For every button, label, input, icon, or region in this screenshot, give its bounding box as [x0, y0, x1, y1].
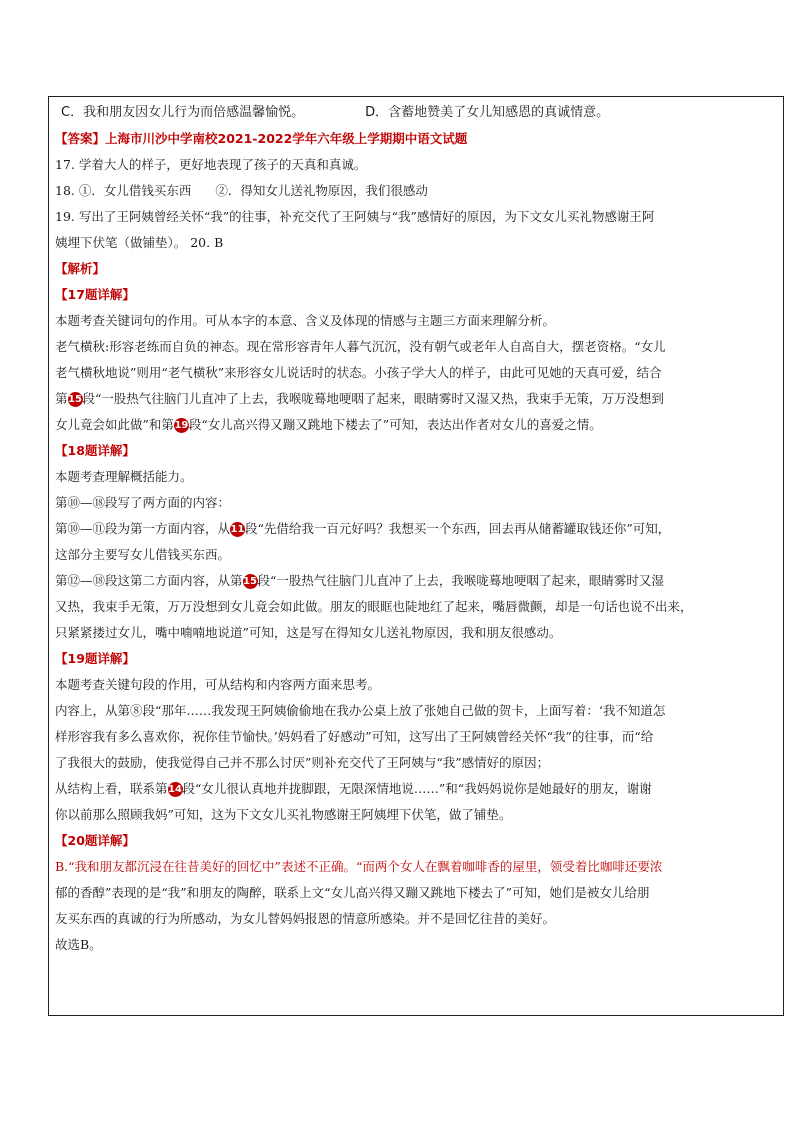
- q18-line-3-end: 段“先借给我一百元好吗？我想买一个东西，回去再从储蓄罐取钱还你”可知，: [245, 521, 671, 536]
- q18-line-3-start: 第⑩—⑪段为第一方面内容，从: [55, 521, 231, 536]
- q17-line-4-start: 第: [55, 391, 68, 406]
- q17-line-1: 本题考查关键词句的作用。可从本字的本意、含义及体现的情感与主题三方面来理解分析。: [55, 313, 556, 328]
- q18-line-2: 第⑩—⑱段写了两方面的内容：: [55, 495, 231, 510]
- q17-line-5-end: 段“女儿高兴得又蹦又跳地下楼去了”可知，表达出作者对女儿的喜爱之情。: [188, 417, 602, 432]
- q19-line-6: 你以前那么照顾我妈”可知，这为下文女儿买礼物感谢王阿姨埋下伏笔，做了铺垫。: [55, 807, 512, 822]
- answer-content: [55, 100, 775, 958]
- q20-line-1: B.“我和朋友都沉浸在往昔美好的回忆中”表述不正确。“而两个女人在飘着咖啡香的屋里，领受着比咖啡还要浓: [55, 859, 663, 874]
- q19-line-1: 本题考查关键句段的作用，可从结构和内容两方面来思考。: [55, 677, 381, 692]
- option-c: C．我和朋友因女儿行为而倍感温馨愉悦。: [61, 105, 305, 120]
- q19-line-5-start: 从结构上看，联系第: [55, 781, 168, 796]
- q17-line-4-end: 段“一股热气往脑门儿直冲了上去，我喉咙蓦地哽咽了起来，眼睛雾时又湿又热，我束手无策，万万没想到: [82, 391, 664, 406]
- circled-number: 15: [243, 576, 257, 587]
- circled-number: 11: [230, 524, 245, 535]
- q18-line-4: 这部分主要写女儿借钱买东西。: [55, 547, 231, 562]
- q20-line-4: 故选B。: [55, 937, 102, 952]
- circled-number: 14: [168, 784, 182, 795]
- analysis-heading: 【解析】: [55, 261, 106, 276]
- answer-19-line-1: 19. 写出了王阿姨曾经关怀“我”的往事，补充交代了王阿姨与“我”感情好的原因，为下文女儿买礼物感谢王阿: [55, 209, 655, 224]
- answer-source: 上海市川沙中学南校2021-2022学年六年级上学期期中语文试题: [105, 131, 468, 146]
- q19-line-3: 样形容我有多么喜欢你，祝你佳节愉快。’妈妈看了好感动”可知，这写出了王阿姨曾经关怀“我”的往事，而“给: [55, 729, 654, 744]
- answer-18-part-a: 18. ①．女儿借钱买东西: [55, 183, 192, 198]
- q17-line-5: [55, 412, 775, 438]
- options-row: [55, 100, 775, 126]
- q20-line-3: 友买东西的真诚的行为所感动，为女儿替妈妈报恩的情意所感染。并不是回忆往昔的美好。: [55, 911, 556, 926]
- answer-18-part-b: ②．得知女儿送礼物原因，我们很感动: [215, 183, 428, 198]
- q19-heading: 【19题详解】: [55, 651, 135, 666]
- answer-19-line-2: 姨埋下伏笔（做铺垫）。 20. B: [55, 235, 224, 250]
- q19-line-4: 了我很大的鼓励，使我觉得自己并不那么讨厌”则补充交代了王阿姨与“我”感情好的原因；: [55, 755, 550, 770]
- q20-line-2: 郁的香醇”表现的是“我”和朋友的陶醉，联系上文“女儿高兴得又蹦又跳地下楼去了”可知，她们是被女儿给朋: [55, 885, 650, 900]
- q19-line-2: 内容上，从第⑧段“那年……我发现王阿姨偷偷地在我办公桌上放了张她自己做的贺卡，上面写着：‘我不知道怎: [55, 703, 666, 718]
- q17-line-3: 老气横秋地说”则用“老气横秋”来形容女儿说话时的状态。小孩子学大人的样子，由此可见她的天真可爱，结合: [55, 365, 662, 380]
- circled-number: 19: [174, 420, 189, 431]
- q18-line-1: 本题考查理解概括能力。: [55, 469, 193, 484]
- q19-line-5-end: 段“女儿很认真地并拢脚跟，无限深情地说……”和“我妈妈说你是她最好的朋友，谢谢: [182, 781, 652, 796]
- answer-header: [55, 126, 775, 152]
- q18-line-6: 又热，我束手无策，万万没想到女儿竟会如此做。朋友的眼眶也陡地红了起来，嘴唇微颤，却是一句话也说不出来，: [55, 599, 693, 614]
- q18-line-5: [55, 568, 775, 594]
- q17-line-4: [55, 386, 775, 412]
- q17-line-2: 老气横秋:形容老练而自负的神态。现在常形容青年人暮气沉沉，没有朝气或老年人自高自大，摆老资格。“女儿: [55, 339, 666, 354]
- q18-line-7: 只紧紧搂过女儿，嘴中喃喃地说道”可知，这是写在得知女儿送礼物原因，我和朋友很感动。: [55, 625, 562, 640]
- q18-line-5-start: 第⑫—⑱段这第二方面内容，从第: [55, 573, 243, 588]
- answer-17: 17. 学着大人的样子，更好地表现了孩子的天真和真诚。: [55, 157, 367, 172]
- answer-18: [55, 178, 775, 204]
- q20-heading: 【20题详解】: [55, 833, 135, 848]
- circled-number: 15: [68, 394, 82, 405]
- q17-line-5-start: 女儿竟会如此做”和第: [55, 417, 174, 432]
- q17-heading: 【17题详解】: [55, 287, 135, 302]
- option-d: D．含蓄地赞美了女儿知感恩的真诚情意。: [365, 105, 610, 120]
- q18-line-3: [55, 516, 775, 542]
- answer-tag: 【答案】: [55, 131, 106, 146]
- q18-heading: 【18题详解】: [55, 443, 135, 458]
- q18-line-5-end: 段“一股热气往脑门儿直冲了上去，我喉咙蓦地哽咽了起来，眼睛雾时又湿: [257, 573, 664, 588]
- q19-line-5: [55, 776, 775, 802]
